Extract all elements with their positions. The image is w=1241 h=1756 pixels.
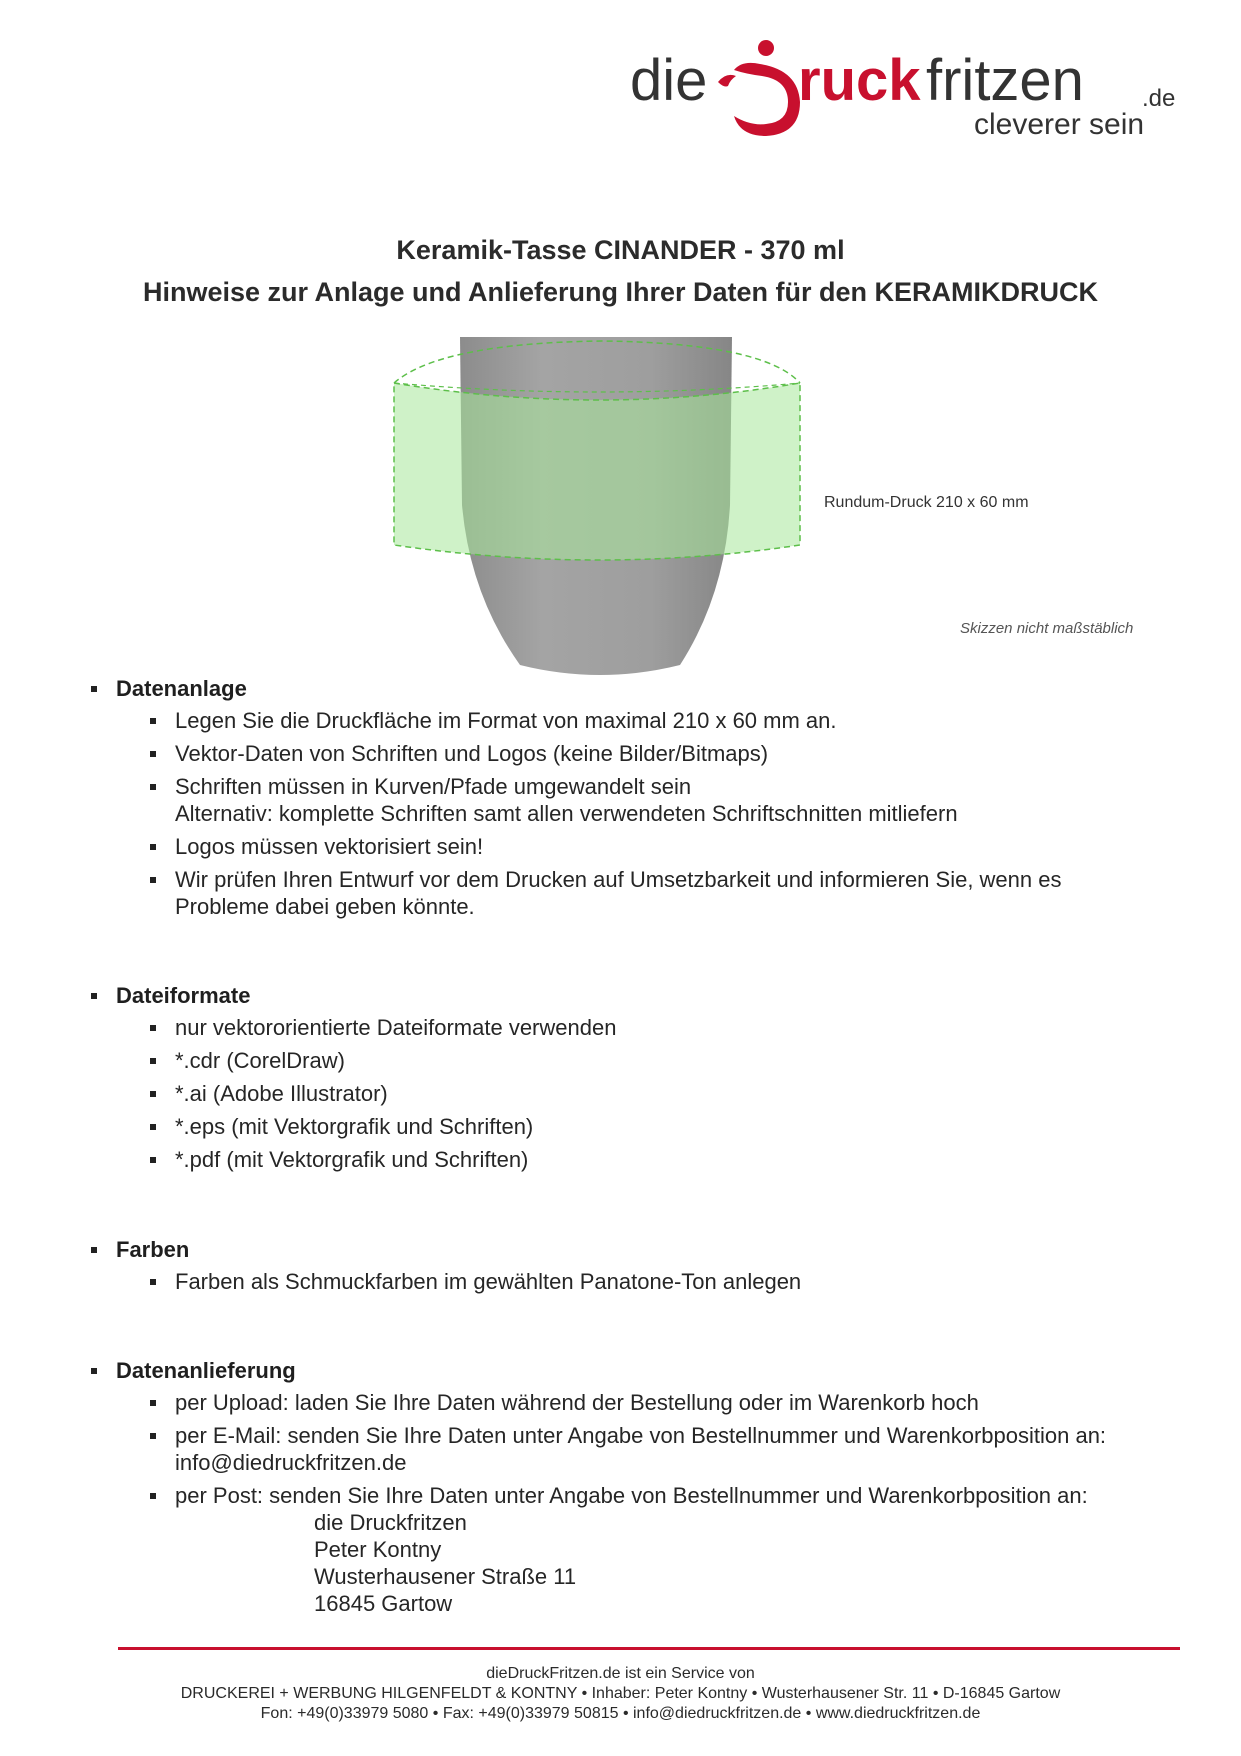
email-address: info@diedruckfritzen.de (175, 1450, 407, 1475)
logo-tld: .de (1142, 85, 1176, 112)
bullet-square-icon (150, 1091, 156, 1097)
print-area-label: Rundum-Druck 210 x 60 mm (824, 494, 1029, 511)
address-line: die Druckfritzen (314, 1510, 467, 1535)
bullet-square-icon (150, 1157, 156, 1163)
address-line: 16845 Gartow (314, 1591, 453, 1616)
footer-divider (118, 1647, 1180, 1650)
document-title: Keramik-Tasse CINANDER - 370 ml (396, 235, 845, 265)
section-datenanlage (88, 674, 1168, 926)
list-item: per Post: senden Sie Ihre Daten unter Angabe von Bestellnummer und Warenkorbposition an: die Druckfritzen Peter Kontny Wusterhausener Straße 11 16845 Gartow (88, 1482, 1168, 1617)
list-item: *.ai (Adobe Illustrator) (88, 1080, 1168, 1107)
bullet-square-icon (150, 1025, 156, 1031)
section-heading: Farben (116, 1237, 190, 1262)
list-item: *.eps (mit Vektorgrafik und Schriften) (88, 1113, 1168, 1140)
list-item: per E-Mail: senden Sie Ihre Daten unter Angabe von Bestellnummer und Warenkorbposition an: info@diedruckfritzen.de (88, 1422, 1168, 1476)
brand-logo (630, 30, 1190, 150)
bullet-square-icon (150, 718, 156, 724)
section-farben (88, 1235, 1168, 1301)
mug-illustration (380, 335, 820, 695)
list-item: *.pdf (mit Vektorgrafik und Schriften) (88, 1146, 1168, 1173)
bullet-square-icon (150, 1493, 156, 1499)
bullet-square-icon (150, 784, 156, 790)
footer-service-line: dieDruckFritzen.de ist ein Service von (486, 1665, 755, 1682)
list-item: Logos müssen vektorisiert sein! (88, 833, 1168, 860)
section-heading: Datenanlage (116, 676, 247, 701)
logo-die: die (630, 48, 708, 113)
list-item: Schriften müssen in Kurven/Pfade umgewandelt sein Alternativ: komplette Schriften samt allen verwendeten Schriftschnitten mitliefern (88, 773, 1168, 827)
bullet-square-icon (150, 1400, 156, 1406)
list-item: nur vektororientierte Dateiformate verwenden (88, 1014, 1168, 1041)
section-heading: Datenanlieferung (116, 1358, 296, 1383)
bullet-square-icon (150, 877, 156, 883)
bullet-square-icon (150, 751, 156, 757)
bullet-square-icon (91, 686, 97, 692)
bullet-square-icon (91, 1247, 97, 1253)
logo-droplet-icon (718, 75, 736, 87)
logo-d-icon (734, 63, 800, 136)
list-item: Wir prüfen Ihren Entwurf vor dem Drucken auf Umsetzbarkeit und informieren Sie, wenn es Probleme dabei geben könnte. (88, 866, 1168, 920)
footer-company-line: DRUCKEREI + WERBUNG HILGENFELDT & KONTNY • Inhaber: Peter Kontny • Wusterhausener Str. 11 • D-16845 Gartow (180, 1685, 1061, 1702)
bullet-square-icon (150, 844, 156, 850)
section-datenanlieferung (88, 1356, 1168, 1623)
bullet-square-icon (150, 1124, 156, 1130)
logo-dot-icon (758, 40, 774, 56)
list-item: *.cdr (CorelDraw) (88, 1047, 1168, 1074)
logo-fritzen: fritzen (926, 48, 1084, 113)
list-item: Farben als Schmuckfarben im gewählten Panatone-Ton anlegen (88, 1268, 1168, 1295)
scale-note: Skizzen nicht maßstäblich (960, 620, 1134, 637)
list-item: per Upload: laden Sie Ihre Daten während der Bestellung oder im Warenkorb hoch (88, 1389, 1168, 1416)
bullet-square-icon (150, 1279, 156, 1285)
section-heading: Dateiformate (116, 983, 251, 1008)
print-area-band (394, 383, 800, 560)
bullet-square-icon (91, 1368, 97, 1374)
logo-ruck: ruck (798, 48, 921, 113)
footer-contact-line: Fon: +49(0)33979 5080 • Fax: +49(0)33979 50815 • info@diedruckfritzen.de • www.diedruckfritzen.de (260, 1705, 981, 1722)
bullet-square-icon (91, 993, 97, 999)
bullet-square-icon (150, 1433, 156, 1439)
logo-tagline: cleverer sein (974, 108, 1145, 141)
bullet-square-icon (150, 1058, 156, 1064)
document-subtitle: Hinweise zur Anlage und Anlieferung Ihrer Daten für den KERAMIKDRUCK (142, 277, 1099, 307)
address-line: Wusterhausener Straße 11 (314, 1564, 577, 1589)
section-dateiformate (88, 981, 1168, 1179)
list-item: Legen Sie die Druckfläche im Format von maximal 210 x 60 mm an. (88, 707, 1168, 734)
address-line: Peter Kontny (314, 1537, 442, 1562)
list-item: Vektor-Daten von Schriften und Logos (keine Bilder/Bitmaps) (88, 740, 1168, 767)
